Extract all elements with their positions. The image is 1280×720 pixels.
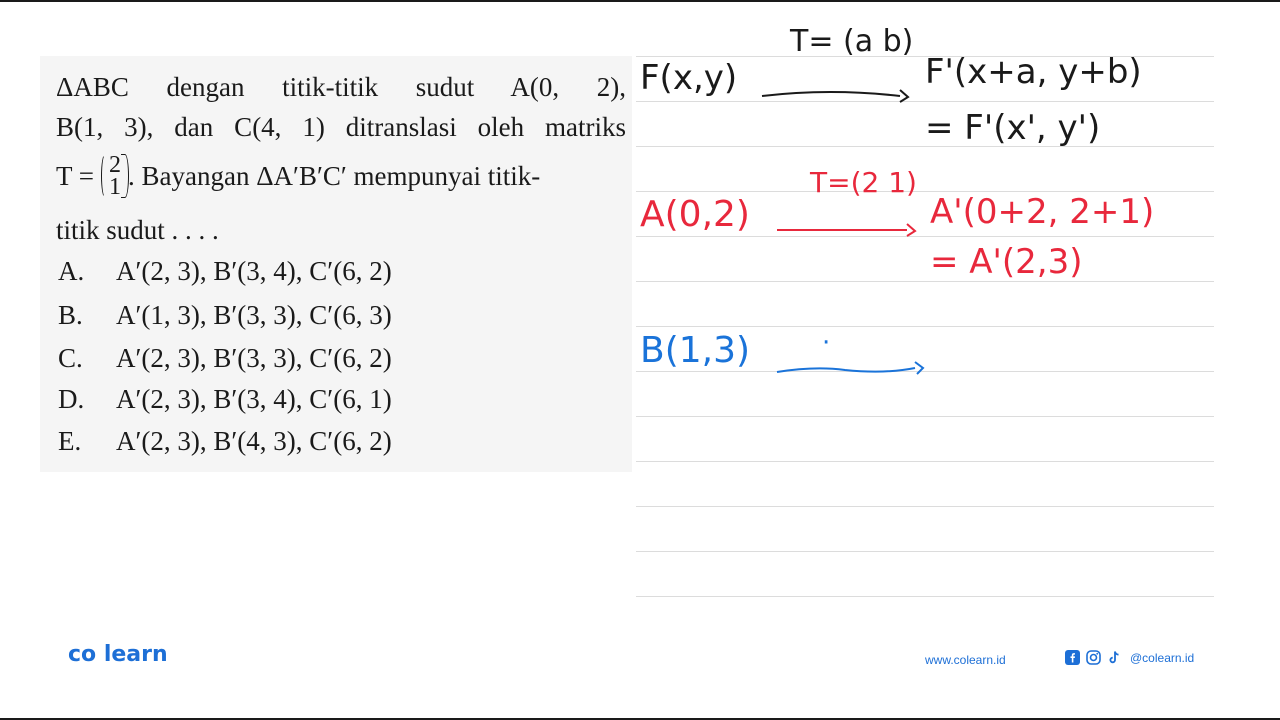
rule-line [636, 101, 1214, 102]
colearn-logo: co learn [68, 642, 168, 667]
option-b[interactable] [58, 300, 392, 331]
rule-line [636, 506, 1214, 507]
hw-b-lhs: B(1,3) [640, 330, 751, 371]
option-d[interactable] [58, 384, 392, 415]
question-line-4: titik sudut . . . . [56, 215, 219, 245]
hw-general-rhs: F'(x+a, y+b) [925, 52, 1142, 92]
matrix-top: 2 [108, 152, 121, 178]
option-e[interactable] [58, 426, 392, 457]
option-text: A′(1, 3), B′(3, 3), C′(6, 3) [116, 300, 392, 330]
hw-a-rhs2: = A'(2,3) [930, 242, 1083, 282]
question-line-3 [56, 154, 626, 198]
option-text: A′(2, 3), B′(3, 4), C′(6, 2) [116, 256, 392, 286]
footer-handle[interactable]: @colearn.id [1130, 650, 1195, 665]
rule-line [636, 461, 1214, 462]
rule-line [636, 281, 1214, 282]
hw-a-T: T=(2 1) [810, 166, 917, 199]
top-border [0, 0, 1280, 2]
translation-matrix [102, 154, 128, 198]
rule-line [636, 551, 1214, 552]
footer-url[interactable]: www.colearn.id [925, 653, 1006, 667]
matrix-label: T = [56, 161, 94, 191]
hw-a-arrow [775, 216, 925, 240]
facebook-icon[interactable] [1065, 650, 1080, 665]
option-label: D. [58, 384, 85, 414]
tiktok-icon[interactable] [1107, 650, 1122, 665]
rule-line [636, 416, 1214, 417]
option-label: B. [58, 300, 83, 330]
option-label: A. [58, 256, 85, 286]
social-links [1065, 650, 1194, 665]
option-c[interactable] [58, 343, 392, 374]
rule-line [636, 236, 1214, 237]
question-panel [40, 56, 632, 472]
option-text: A′(2, 3), B′(4, 3), C′(6, 2) [116, 426, 392, 456]
hw-a-rhs: A'(0+2, 2+1) [930, 192, 1155, 232]
option-text: A′(2, 3), B′(3, 3), C′(6, 2) [116, 343, 392, 373]
option-label: E. [58, 426, 82, 456]
hw-general-T: T= (a b) [790, 24, 914, 59]
hw-general-lhs: F(x,y) [640, 58, 738, 98]
matrix-bottom: 1 [108, 174, 121, 200]
question-line-1: ΔABC dengan titik-titik sudut A(0, 2), [56, 72, 626, 102]
hw-general-rhs2: = F'(x', y') [925, 108, 1101, 148]
hw-general-arrow [760, 80, 920, 104]
hw-b-arrow [775, 356, 935, 380]
option-text: A′(2, 3), B′(3, 4), C′(6, 1) [116, 384, 392, 414]
question-line-3-text: . Bayangan ΔA′B′C′ mempunyai titik- [127, 161, 541, 191]
rule-line [636, 326, 1214, 327]
hw-a-lhs: A(0,2) [640, 194, 750, 235]
option-label: C. [58, 343, 83, 373]
hw-b-dot: · [822, 328, 831, 358]
instagram-icon[interactable] [1086, 650, 1101, 665]
rule-line [636, 596, 1214, 597]
question-line-2: B(1, 3), dan C(4, 1) ditranslasi oleh matriks [56, 112, 626, 142]
option-a[interactable] [58, 256, 392, 287]
